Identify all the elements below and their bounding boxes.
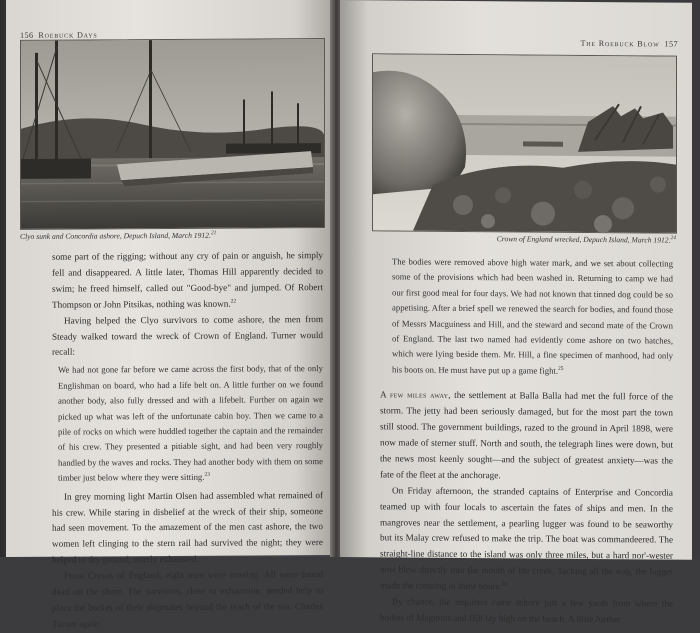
right-page (340, 0, 692, 625)
line: Having helped the Clyo survivors to come ashore, the men from Steady (52, 313, 323, 342)
line: walked toward the wreck of Crown of England. Turner would recall: (52, 329, 324, 358)
left-caption-text: Clyo sunk and Concordia ashore, Depuch Island, March 1912. (20, 230, 211, 241)
line: By chance, the inquirers came ashore just a few yards from where (392, 596, 658, 609)
line: they were sitting. (144, 471, 205, 483)
line: 1898, were now made of sterner stuff. North and south, the telegraph (380, 423, 673, 449)
right-caption-text: Crown of England wrecked, Depuch Island, March 1912. (496, 234, 671, 245)
left-body-text (52, 248, 323, 632)
line: not known that tinned dog could be so appetising. After a brief (392, 288, 673, 314)
line: spell we renewed the search for bodies, and found those of Messrs (392, 303, 673, 329)
line: In grey morning light Martin Olsen had assembled what remained of (64, 489, 323, 502)
line: creek. Tacking all the way, the lugger made the crossing in three hours. (380, 565, 673, 592)
right-running-title: The Roebuck Blow (580, 38, 660, 49)
right-para-3 (380, 594, 673, 628)
line: On Friday afternoon, the stranded captains of Enterprise and Concordia (392, 485, 673, 498)
left-note-22: 22 (230, 298, 237, 305)
line: place the bodies of their shipmates beyond the reach of the sea. Charles (52, 601, 323, 613)
left-photo (20, 38, 325, 230)
right-para-2 (380, 483, 673, 597)
line: town still stood. The government buildings, razed to the ground in April (380, 407, 673, 434)
line: fell and disappeared. A little later, Thomas Hill apparently decided to (52, 265, 323, 278)
left-block-quote (52, 361, 323, 486)
left-para-4 (52, 567, 323, 632)
line: hatches, which were lying beside them. Mr. Hill, a fine specimen of (392, 335, 673, 361)
right-photo (372, 53, 677, 233)
left-page-number: 156 (20, 30, 34, 40)
line: Turner again: (52, 618, 102, 629)
line: his crew. While staring in disbelief at the wreck of their ship, someone (52, 505, 323, 518)
right-para-1 (380, 388, 673, 486)
line: had seen movement. To the amazement of the men cast ashore, the two (52, 521, 323, 534)
line: lines were down, but the news most keenly sought—and the subject of (380, 438, 674, 465)
line: sight, and had been very roughly handled by the waves and rocks. (58, 440, 324, 468)
left-para-2 (52, 312, 323, 361)
line: dead on the shore. The survivors, close to exhaustion, needed help to (52, 585, 323, 597)
line: helped to dry ground, utterly exhausted. (52, 554, 199, 565)
line: the bodies of Maginnis and Hill lay high on the beach. A little further (380, 598, 673, 625)
ship-wreck-photo-left (21, 39, 324, 229)
wreck-on-rocks-photo-right (373, 54, 676, 232)
line: teamed up with four locals to ascertain the fates of ships and men. In (380, 500, 658, 514)
right-note-25: 25 (558, 365, 564, 372)
line: Then we came to a pile of rocks on which were huddled together (58, 409, 324, 437)
right-note-26: 26 (501, 581, 507, 588)
left-para-3 (52, 488, 323, 569)
line: of England. The last two named had evidently come ashore on two (392, 333, 642, 346)
line: commandeered. The straight-line distance to the island was only three (380, 534, 674, 561)
left-running-title: Roebuck Days (38, 30, 98, 40)
line: on again we picked up what was left of the unfortunate cabin boy. (58, 394, 323, 422)
line: The bodies were removed above high water mark, and we set about (392, 256, 636, 269)
line: swim; he freed himself, called out "Good-bye" and jumped. Of Robert (52, 281, 323, 294)
right-photo-caption (497, 234, 676, 244)
line: women left clinging to the stern rail had survived the night; they were (52, 537, 323, 550)
line: only Englishman on board, who had a life belt on. A little further on (58, 363, 323, 391)
line: the mangroves near the settlement, a pearling lugger was found to be (380, 503, 673, 529)
line: greatest anxiety—was the fate of the fleet at the anchorage. (380, 454, 674, 481)
line: the settlement at Balla Balla had met the full force of the (450, 390, 673, 402)
line: we found another body, also fully dressed and with a lifebelt. Further (58, 378, 324, 406)
line: Thompson or John Pitsikas, nothing was known. (52, 298, 231, 310)
left-photo-caption (20, 231, 216, 241)
line: From Crown of England, eight men were missing. All were found (64, 569, 323, 581)
left-para-1 (52, 248, 323, 313)
left-note-23: 23 (204, 472, 210, 479)
section-lead-in: A few miles away, (380, 389, 451, 401)
left-page (6, 0, 334, 629)
line: We had not gone far before we came across the first body, that of the (58, 363, 305, 376)
line: the captain and the remainder of his crew. They presented a pitiable (58, 425, 323, 453)
right-page-number: 157 (664, 39, 678, 49)
line: collecting some of the provisions which had been washed in. (392, 258, 673, 284)
line: Macguiness and Hill, and the steward and second mate of the Crown (429, 318, 674, 331)
right-running-head (580, 39, 678, 49)
left-caption-note: 21 (210, 230, 217, 237)
line: They had another body with them on some timber just below where (58, 455, 323, 483)
line: storm. The jetty had been seriously damaged, but for the most part the (380, 405, 652, 418)
right-body-text (380, 252, 673, 628)
line: Returning to camp we had our first good meal for four days. We had (392, 273, 674, 299)
line: some part of the rigging; without any cry of pain or anguish, he simply (52, 250, 323, 262)
right-caption-note: 24 (670, 235, 676, 242)
line: manhood, had only his boots on. He must have put up a game fight. (392, 350, 674, 376)
line: seaworthy but its Malay crew refused to make the trip. The boat was (380, 518, 674, 545)
left-running-head (20, 30, 98, 39)
line: miles, but a hard nor'-wester now blew directly into the mouth of the (380, 550, 673, 576)
right-block-quote (380, 254, 673, 380)
